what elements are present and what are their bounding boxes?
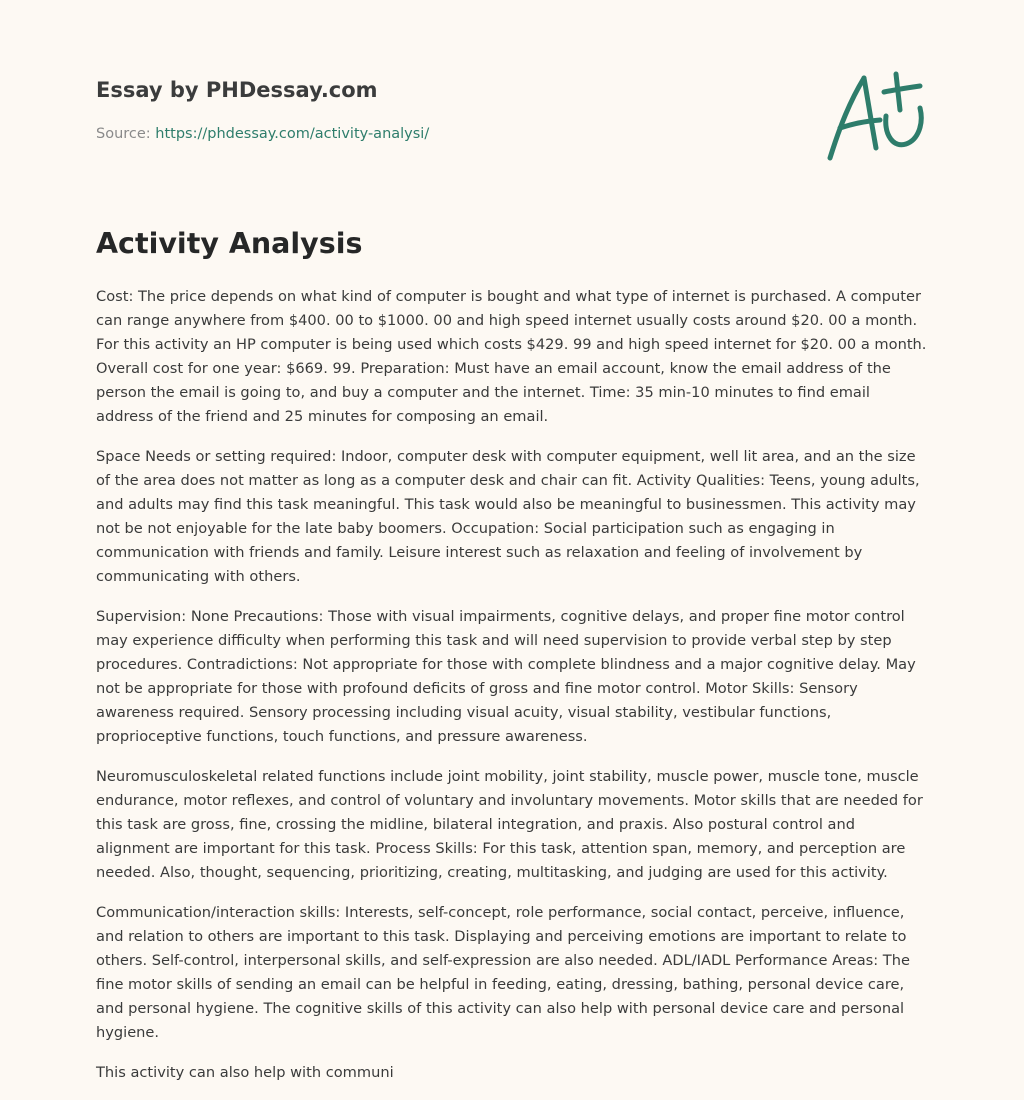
source-link[interactable]: https://phdessay.com/activity-analysi/ xyxy=(155,126,430,142)
article-paragraph: Supervision: None Precautions: Those with visual impairments, cognitive delays, and proper fine motor control may experience difficulty when performing this task and will need supervision to provide verbal step by step procedures. Contradictions: Not appropriate for those with complete blindness and a major cognitive delay. May not be appropriate for those with profound deficits of gross and fine motor control. Motor Skills: Sensory awareness required. Sensory processing including visual acuity, visual stability, vestibular functions, proprioceptive functions, touch functions, and pressure awareness. xyxy=(96,608,916,745)
article-body xyxy=(96,285,930,1100)
source-label: Source: xyxy=(96,126,156,142)
source-line xyxy=(96,124,696,144)
article-paragraph: Space Needs or setting required: Indoor, computer desk with computer equipment, well lit area, and an the size of the area does not matter as long as a computer desk and chair can fit. Activity Qualities: Teens, young adults, and adults may find this task meaningful. This task would also be meaningful to businessmen. This activity may not be not enjoyable for the late baby boomers. Occupation: Social participation such as engaging in communication with friends and family. Leisure interest such as relaxation and feeling of involvement by communicating with others. xyxy=(96,448,920,585)
article-paragraph: Cost: The price depends on what kind of computer is bought and what type of internet is purchased. A computer can range anywhere from $400. 00 to $1000. 00 and high speed internet usually costs around $20. 00 a month. For this activity an HP computer is being used which costs $429. 99 and high speed internet for $20. 00 a month. Overall cost for one year: $669. 99. Preparation: Must have an email account, know the email address of the person the email is going to, and buy a computer and the internet. Time: 35 min-10 minutes to find email address of the friend and 25 minutes for composing an email. xyxy=(96,288,927,425)
article-paragraph: Neuromusculoskeletal related functions include joint mobility, joint stability, muscle power, muscle tone, muscle endurance, motor reflexes, and control of voluntary and involuntary movements. Motor skills that are needed for this task are gross, fine, crossing the midline, bilateral integration, and praxis. Also postural control and alignment are important for this task. Process Skills: For this task, attention span, memory, and perception are needed. Also, thought, sequencing, prioritizing, creating, multitasking, and judging are used for this activity. xyxy=(96,768,923,881)
article-title: Activity Analysis xyxy=(96,227,363,260)
a-plus-grade-icon xyxy=(820,66,930,166)
article-paragraph: This activity can also help with communi xyxy=(96,1064,394,1081)
page-header xyxy=(96,76,696,144)
article-paragraph: Communication/interaction skills: Interests, self-concept, role performance, social contact, perceive, influence, and relation to others are important to this task. Displaying and perceiving emotions are important to relate to others. Self-control, interpersonal skills, and self-expression are also needed. ADL/IADL Performance Areas: The fine motor skills of sending an email can be helpful in feeding, eating, dressing, bathing, personal device care, and personal hygiene. The cognitive skills of this activity can also help with personal device care and personal hygiene. xyxy=(96,904,910,1041)
site-brand: Essay by PHDessay.com xyxy=(96,78,378,102)
